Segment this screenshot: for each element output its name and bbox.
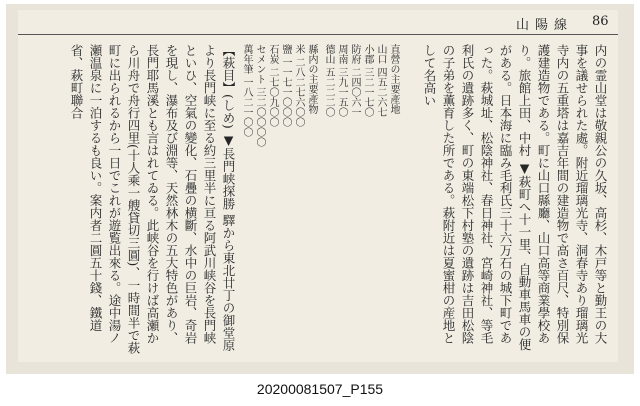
body-paragraph-main: 内の霊山堂は敬親公の久坂、高杉、木戸等と勤王の大事を議せられた處。附近瑠璃光寺、洞春寺あり瑠璃光寺内の五重塔は嘉吉年間の建造物で高さ百尺、特別保護建造物である。町に山口縣廳、山口高等商業學校あり。旅館上田、中村 ▼萩町へ十一里、自動車馬車の便がある。日本海に臨み毛利氏三十六万石の城下町であった。萩城址、松陰神社、春日神社、宮崎神社、等毛利氏の遺跡多く、町の東端松下村塾の遺跡は吉田松陰の子弟を薫育した所である。萩附近は夏蜜柑の産地として名高い	[422, 44, 608, 351]
table-row: 山口 四五二六七	[375, 44, 386, 118]
table-row: 德山 五二二二〇	[323, 44, 334, 118]
image-caption: 20200081507_P155	[256, 381, 384, 397]
table-row: セメント 三二〇〇〇〇	[254, 44, 265, 148]
scanned-page	[6, 4, 634, 374]
table-title-left: 縣内の主要產物	[306, 44, 317, 114]
table-row: 萬年筆 一八二一〇〇	[241, 44, 252, 138]
table-row: 米 二八二七六〇〇	[293, 44, 304, 128]
table-row: 石炭 二七〇九〇〇	[267, 44, 278, 128]
table-row: 小郡 三二一七〇	[362, 44, 373, 118]
table-row: 周南 三九一五〇	[336, 44, 347, 118]
statistics-table-right	[318, 44, 400, 354]
table-row: 鹽 一一七一〇〇〇	[280, 44, 291, 128]
table-row: 防府 二四〇六一	[349, 44, 360, 118]
page-number: 86	[592, 14, 609, 29]
statistics-table-left	[241, 44, 318, 354]
running-header-title: 山陽線	[516, 18, 574, 33]
table-title-right: 直營の主要產地	[388, 44, 399, 114]
header-rule	[18, 34, 618, 35]
book-page	[18, 10, 618, 362]
body-paragraph-bottom: 【萩目】(しめ) ▼長門峡探勝 驛から東北廿丁の御堂原より長門峡に至る約三里半に亘る阿武川峡谷を長門峡といひ、空氣の變化、石疊の横斷、水中の巨岩、奇岩を現し、瀑布及び淵等、天然林木の五大特色があり、長門耶馬溪とも言はれてゐる。此峡谷を行けば高瀬から川舟で舟行四里(十人乘一艘貸切三圓)、一時間半で萩町に出られるから一日でこれが遊覧出來る。途中湯ノ瀬温泉に一泊するも良い。案内者二圓五十錢、鐵道省、萩町聯合	[69, 44, 236, 354]
